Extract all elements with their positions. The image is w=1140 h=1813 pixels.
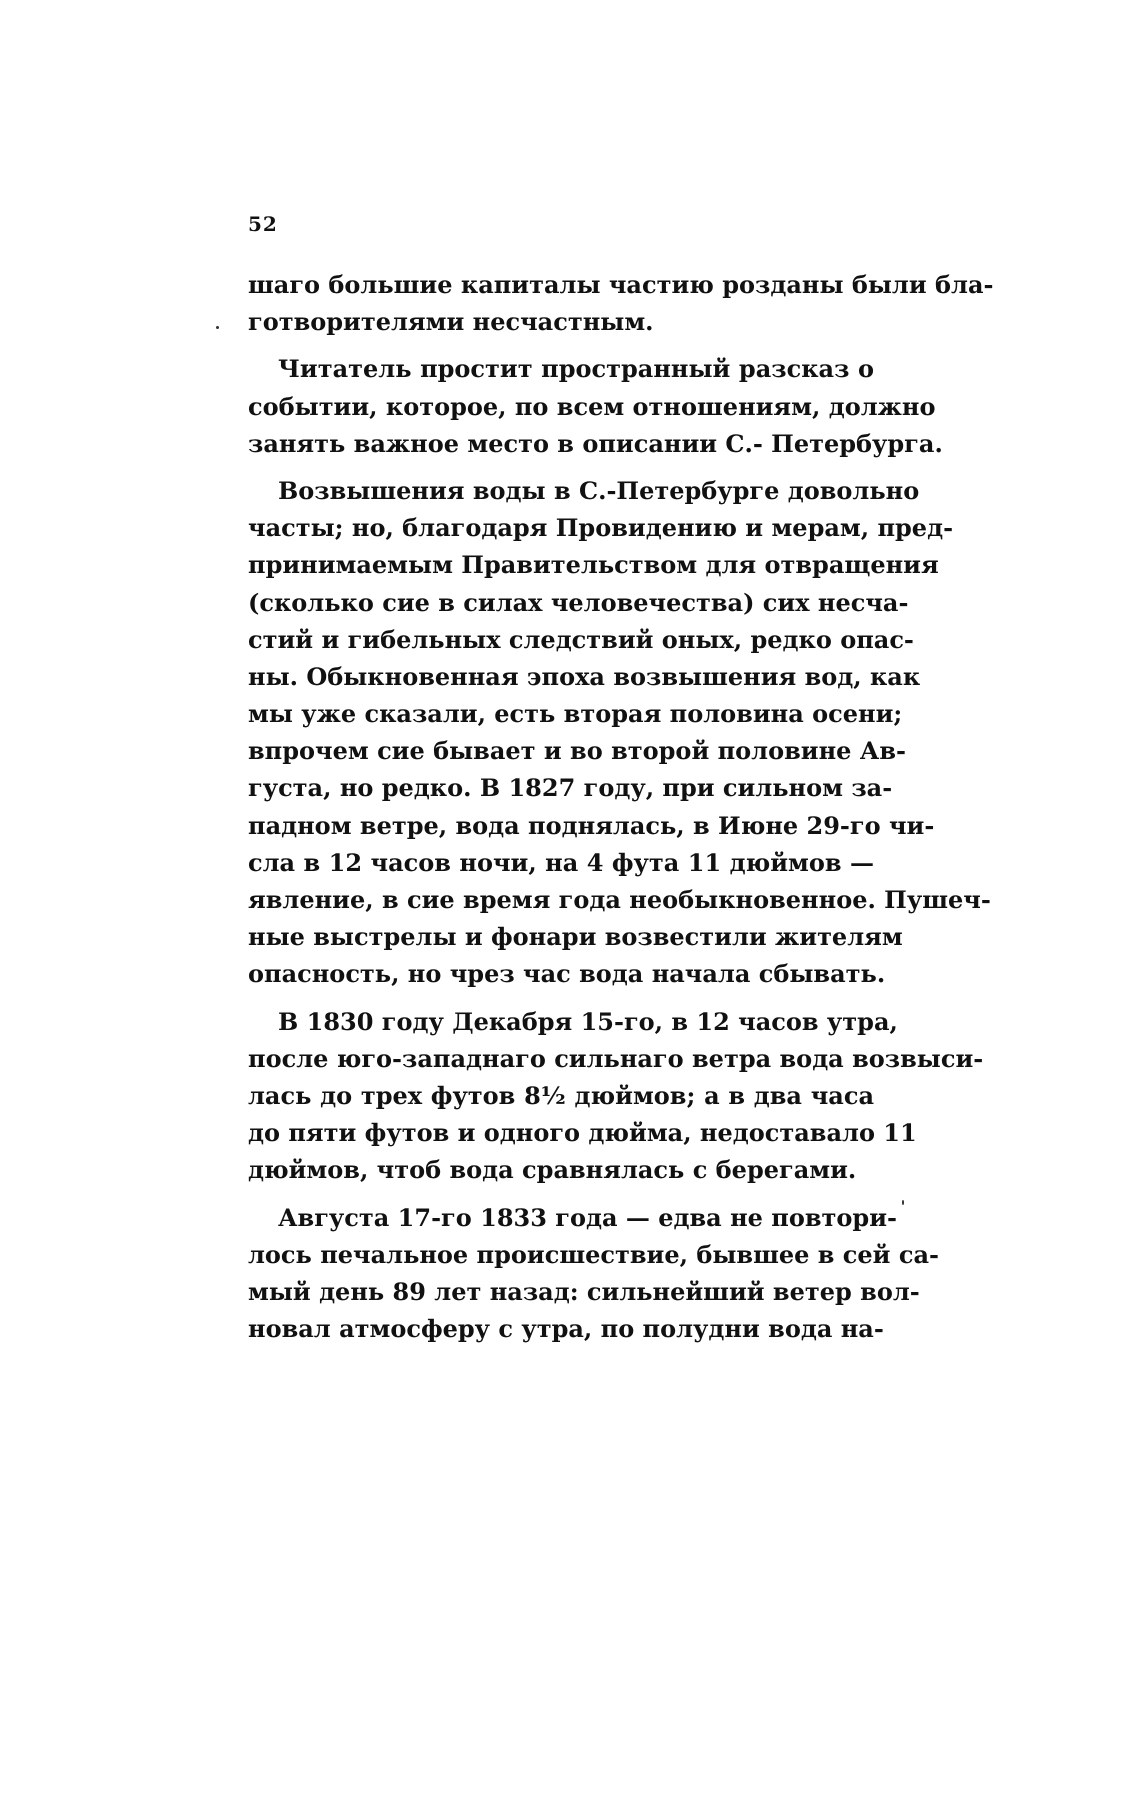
text-line: (сколько сие в силах человечества) сих несча- — [248, 587, 909, 617]
text-line: Возвышения воды в С.-Петербурге довольно — [278, 475, 920, 505]
body-text — [248, 266, 994, 1347]
text-line: густа, но редко. В 1827 году, при сильном за- — [248, 773, 893, 803]
text-line: до пяти футов и одного дюйма, недоставало 11 — [248, 1118, 917, 1148]
text-line: принимаемым Правительством для отвращения — [248, 550, 939, 580]
text-line: впрочем сие бывает и во второй половине Ав- — [248, 736, 906, 766]
text-line: часты; но, благодаря Провидению и мерам, пред- — [248, 513, 954, 543]
scan-speck — [902, 1200, 904, 1205]
text-line: явление, в сие время года необыкновенное. Пушеч- — [248, 885, 991, 914]
text-line: мы уже сказали, есть вторая половина осени; — [248, 699, 903, 729]
text-line: стий и гибельных следствий оных, редко опас- — [248, 624, 914, 654]
text-line: готворителями несчастным. — [248, 307, 654, 337]
text-line: шаго большие капиталы частию розданы были бла- — [248, 270, 994, 299]
text-line: дюймов, чтоб вода сравнялась с берегами. — [248, 1155, 857, 1185]
scan-speck — [216, 326, 219, 329]
text-line: мый день 89 лет назад: сильнейший ветер вол- — [248, 1276, 920, 1306]
text-line: ные выстрелы и фонари возвестили жителям — [248, 922, 903, 952]
text-line: ны. Обыкновенная эпоха возвышения вод, как — [248, 661, 921, 691]
text-line: Читатель простит пространный разсказ о — [278, 354, 874, 384]
text-line: событии, которое, по всем отношениям, должно — [248, 391, 936, 421]
text-line: падном ветре, вода поднялась, в Июне 29-го чи- — [248, 810, 935, 840]
text-line: занять важное место в описании С.- Петербурга. — [248, 428, 943, 458]
text-line: после юго-западнаго сильнаго ветра вода возвыси- — [248, 1043, 984, 1073]
text-line: лась до трех футов 8½ дюймов; а в два часа — [248, 1080, 874, 1110]
text-line: опасность, но чрез час вода начала сбывать. — [248, 959, 886, 989]
page-number: 52 — [248, 212, 278, 236]
text-line: сла в 12 часов ночи, на 4 фута 11 дюймов — — [248, 847, 874, 877]
text-line: В 1830 году Декабря 15-го, в 12 часов утра, — [278, 1006, 898, 1036]
text-line: лось печальное происшествие, бывшее в сей са- — [248, 1239, 939, 1269]
text-line: новал атмосферу с утра, по полудни вода на- — [248, 1314, 884, 1344]
text-line: Августа 17-го 1833 года — едва не повтори- — [278, 1202, 897, 1232]
